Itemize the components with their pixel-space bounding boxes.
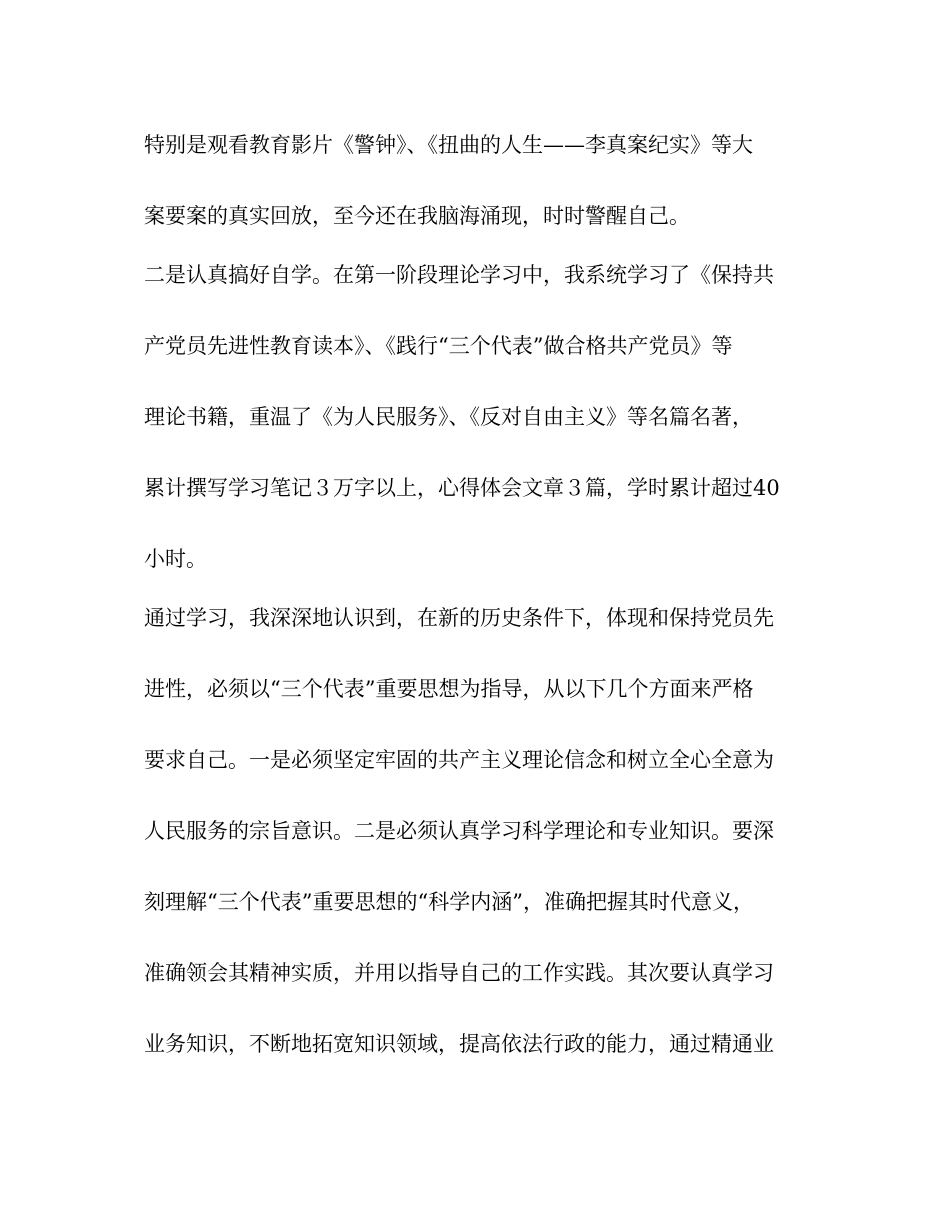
text-line: 准确领会其精神实质，并用以指导自己的工作实践。其次要认真学习 xyxy=(144,961,774,985)
text-line: 刻理解“三个代表”重要思想的“科学内涵”，准确把握其时代意义， xyxy=(144,890,754,914)
text-line: 人民服务的宗旨意识。二是必须认真学习科学理论和专业知识。要深 xyxy=(144,819,774,843)
text-line: 产党员先进性教育读本》、《践行“三个代表”做合格共产党员》等 xyxy=(144,334,733,358)
text-line: 理论书籍，重温了《为人民服务》、《反对自由主义》等名篇名著， xyxy=(144,405,753,429)
text-line: 业务知识，不断地拓宽知识领域，提高依法行政的能力，通过精通业 xyxy=(144,1032,774,1056)
text-line: 案要案的真实回放，至今还在我脑海涌现，时时警醒自己。 xyxy=(144,204,690,228)
text-line: 要求自己。一是必须坚定牢固的共产主义理论信念和树立全心全意为 xyxy=(144,748,774,772)
text-line: 通过学习，我深深地认识到，在新的历史条件下，体现和保持党员先 xyxy=(144,606,774,630)
text-line: 累计撰写学习笔记３万字以上，心得体会文章３篇，学时累计超过40 xyxy=(144,476,780,500)
text-line: 特别是观看教育影片《警钟》、《扭曲的人生——李真案纪实》等大 xyxy=(144,133,753,157)
text-line: 二是认真搞好自学。在第一阶段理论学习中，我系统学习了《保持共 xyxy=(144,263,774,287)
text-line: 小时。 xyxy=(144,547,207,571)
text-line: 进性，必须以“三个代表”重要思想为指导，从以下几个方面来严格 xyxy=(144,677,754,701)
